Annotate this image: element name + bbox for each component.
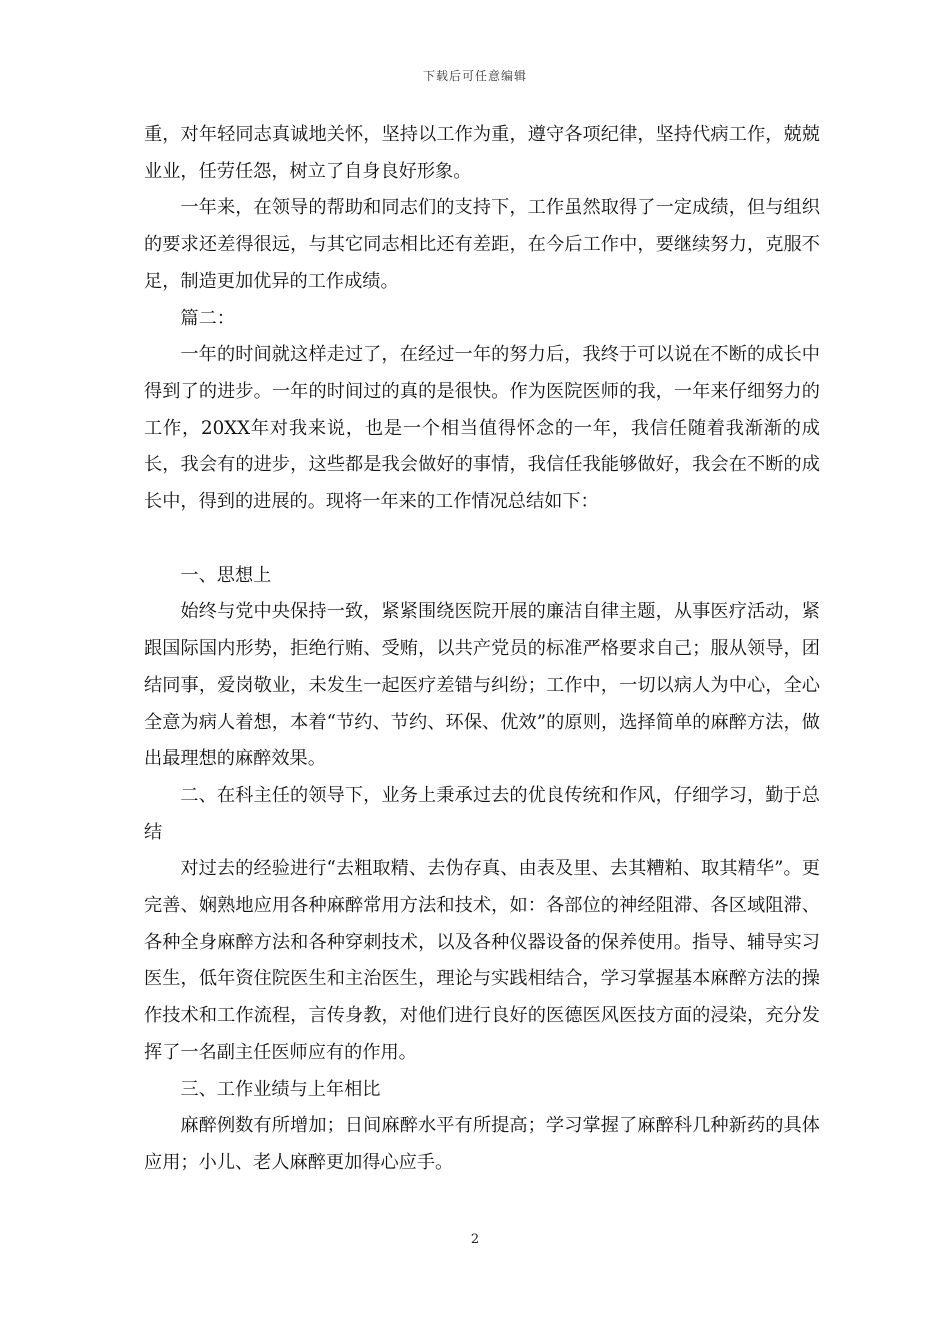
section-heading-part-two: 篇二： xyxy=(180,307,235,329)
paragraph-thought: 始终与党中央保持一致，紧紧围绕医院开展的廉洁自律主题，从事医疗活动，紧跟国际国内形势，拒绝行贿、受贿，以共产党员的标准严格要求自己；服从领导，团结同事，爱岗敬业，未发生一起医疗差错与纠纷；工作中，一切以病人为中心，全心全意为病人着想，本着“节约、节约、环保、优效”的原则，选择简单的麻醉方法，做出最理想的麻醉效果。 xyxy=(144,601,820,770)
document-body xyxy=(144,117,820,1182)
paragraph-summary: 一年来，在领导的帮助和同志们的支持下，工作虽然取得了一定成绩，但与组织的要求还差得很远，与其它同志相比还有差距，在今后工作中，要继续努力，克服不足，制造更加优异的工作成绩。 xyxy=(144,197,820,292)
section-heading-thought: 一、思想上 xyxy=(180,564,272,586)
page-header: 下载后可任意编辑 xyxy=(422,69,527,83)
paragraph-intro: 一年的时间就这样走过了，在经过一年的努力后，我终于可以说在不断的成长中得到了的进步。一年的时间过的真的是很快。作为医院医师的我，一年来仔细努力的工作，20XX年对我来说，也是一个相当值得怀念的一年，我信任随着我渐渐的成长，我会有的进步，这些都是我会做好的事情，我信任我能够做好，我会在不断的成长中，得到的进展的。现将一年来的工作情况总结如下： xyxy=(144,344,820,513)
blank-line xyxy=(144,521,820,558)
section-heading-performance: 三、工作业绩与上年相比 xyxy=(180,1078,381,1100)
page-number: 2 xyxy=(470,1232,480,1247)
section-heading-business: 二、在科主任的领导下，业务上秉承过去的优良传统和作风，仔细学习，勤于总结 xyxy=(144,784,820,843)
paragraph-continued: 重，对年轻同志真诚地关怀，坚持以工作为重，遵守各项纪律，坚持代病工作，兢兢业业，任劳任怨，树立了自身良好形象。 xyxy=(144,124,820,182)
paragraph-performance: 麻醉例数有所增加；日间麻醉水平有所提高；学习掌握了麻醉科几种新药的具体应用；小儿、老人麻醉更加得心应手。 xyxy=(144,1115,820,1173)
paragraph-business: 对过去的经验进行“去粗取精、去伪存真、由表及里、去其糟粕、取其精华”。更完善、娴熟地应用各种麻醉常用方法和技术，如：各部位的神经阻滞、各区域阻滞、各种全身麻醉方法和各种穿刺技术，以及各种仪器设备的保养使用。指导、辅导实习医生，低年资住院医生和主治医生，理论与实践相结合，学习掌握基本麻醉方法的操作技术和工作流程，言传身教，对他们进行良好的医德医风医技方面的浸染，充分发挥了一名副主任医师应有的作用。 xyxy=(144,858,820,1063)
